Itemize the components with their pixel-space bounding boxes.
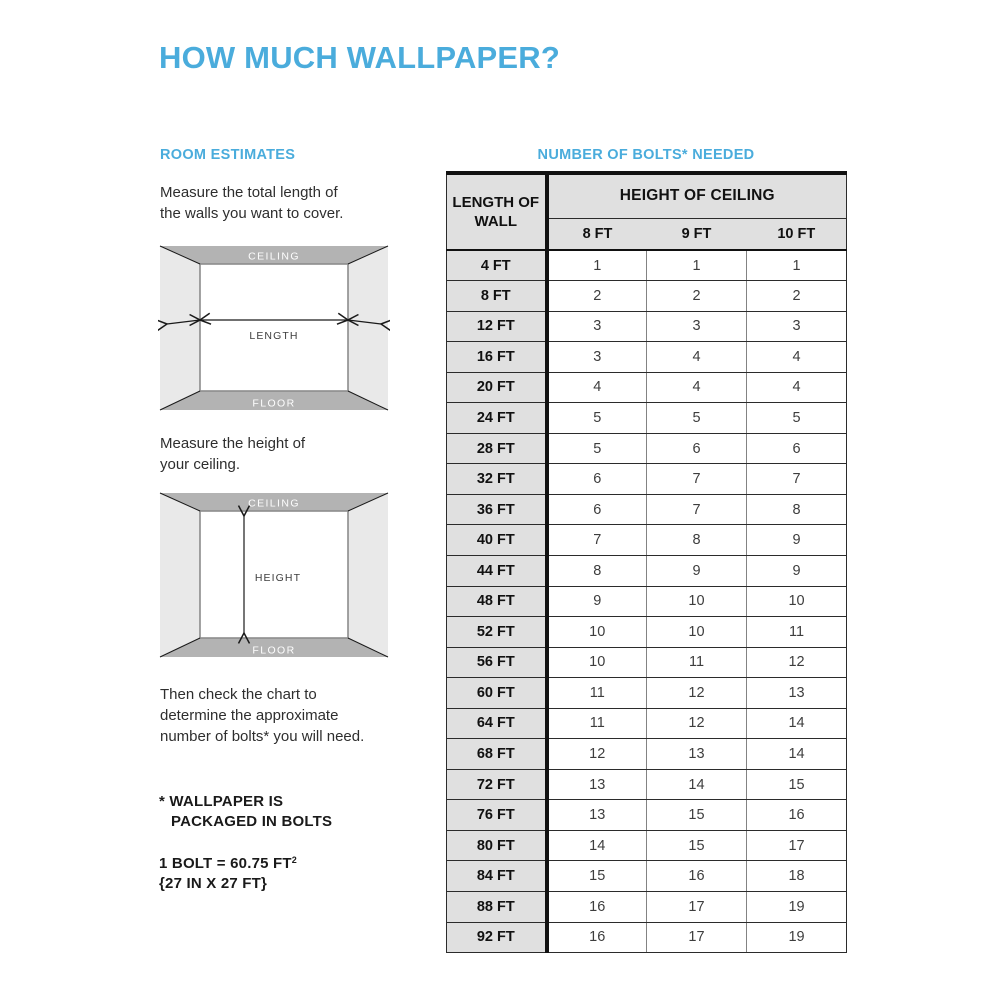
table-row — [447, 342, 847, 373]
table-row — [447, 494, 847, 525]
step3-line2: determine the approximate — [160, 707, 339, 724]
left-wall-shape — [160, 246, 200, 410]
bolt-count-cell: 13 — [547, 769, 647, 800]
wall-length-cell: 72 FT — [447, 769, 547, 800]
bolt-count-cell: 3 — [747, 311, 847, 342]
bolt-count-cell: 8 — [547, 555, 647, 586]
bolt-count-cell: 15 — [547, 861, 647, 892]
bolt-count-cell: 14 — [647, 769, 747, 800]
bolt-count-cell: 7 — [547, 525, 647, 556]
table-row — [447, 525, 847, 556]
bolt-count-cell: 11 — [747, 617, 847, 648]
bolt-count-cell: 5 — [547, 433, 647, 464]
bolt-count-cell: 1 — [747, 250, 847, 281]
right-wall-shape — [348, 493, 388, 657]
bolt-count-cell: 18 — [747, 861, 847, 892]
bolt-count-cell: 2 — [647, 281, 747, 312]
step1-line1: Measure the total length of — [160, 184, 338, 201]
wall-length-cell: 76 FT — [447, 800, 547, 831]
bolt-count-cell: 12 — [547, 739, 647, 770]
bolt-count-cell: 4 — [547, 372, 647, 403]
table-row — [447, 433, 847, 464]
col-header-9ft: 9 FT — [647, 218, 747, 250]
bolt-count-cell: 12 — [747, 647, 847, 678]
bolt-count-cell: 6 — [547, 464, 647, 495]
bolt-count-cell: 10 — [647, 586, 747, 617]
bolt-count-cell: 5 — [747, 403, 847, 434]
bolt-count-cell: 16 — [647, 861, 747, 892]
wall-length-cell: 12 FT — [447, 311, 547, 342]
bolt-count-cell: 7 — [747, 464, 847, 495]
height-of-ceiling-header: HEIGHT OF CEILING — [547, 173, 847, 218]
bolt-count-cell: 6 — [647, 433, 747, 464]
bolt-count-cell: 6 — [747, 433, 847, 464]
bolt-count-cell: 14 — [547, 830, 647, 861]
step1-text — [160, 182, 450, 224]
bolt-count-cell: 15 — [647, 830, 747, 861]
bolt-count-cell: 12 — [647, 708, 747, 739]
step2-line2: your ceiling. — [160, 456, 241, 473]
col-header-10ft: 10 FT — [747, 218, 847, 250]
table-row — [447, 617, 847, 648]
wall-length-cell: 80 FT — [447, 830, 547, 861]
bolt-count-cell: 19 — [747, 891, 847, 922]
bolt-count-cell: 10 — [547, 617, 647, 648]
wall-length-cell: 36 FT — [447, 494, 547, 525]
wall-length-cell: 28 FT — [447, 433, 547, 464]
length-of-wall-header: LENGTH OF WALL — [447, 173, 547, 250]
bolt-count-cell: 9 — [747, 555, 847, 586]
bolt-count-cell: 16 — [547, 922, 647, 953]
table-row — [447, 922, 847, 953]
wall-length-cell: 48 FT — [447, 586, 547, 617]
table-row — [447, 800, 847, 831]
table-row — [447, 769, 847, 800]
ceiling-label: CEILING — [248, 497, 300, 510]
col-header-8ft: 8 FT — [547, 218, 647, 250]
room-height-diagram — [158, 491, 390, 659]
page-title: HOW MUCH WALLPAPER? — [159, 40, 561, 75]
bolt-count-cell: 11 — [647, 647, 747, 678]
bolt-count-cell: 14 — [747, 739, 847, 770]
table-row — [447, 311, 847, 342]
bolt-count-cell: 9 — [647, 555, 747, 586]
bolt-count-cell: 10 — [647, 617, 747, 648]
bolt-count-cell: 4 — [647, 342, 747, 373]
step2-text — [160, 433, 450, 475]
bolt-count-cell: 17 — [747, 830, 847, 861]
bolt-count-cell: 7 — [647, 494, 747, 525]
floor-label: FLOOR — [252, 397, 296, 410]
step3-line3: number of bolts* you will need. — [160, 728, 365, 745]
bolts-table — [446, 171, 847, 953]
footnote-line1: * WALLPAPER IS — [159, 793, 284, 810]
wall-length-cell: 92 FT — [447, 922, 547, 953]
step1-line2: the walls you want to cover. — [160, 205, 344, 222]
wall-length-cell: 4 FT — [447, 250, 547, 281]
right-wall-shape — [348, 246, 388, 410]
bolt-count-cell: 4 — [647, 372, 747, 403]
bolt-count-cell: 12 — [647, 678, 747, 709]
room-estimates-heading: ROOM ESTIMATES — [160, 147, 296, 163]
bolt-count-cell: 8 — [747, 494, 847, 525]
bolt-count-cell: 4 — [747, 342, 847, 373]
table-row — [447, 586, 847, 617]
ceiling-label: CEILING — [248, 250, 300, 263]
wall-length-cell: 88 FT — [447, 891, 547, 922]
table-row — [447, 708, 847, 739]
footnote-line2: PACKAGED IN BOLTS — [171, 812, 333, 830]
bolt-count-cell: 1 — [647, 250, 747, 281]
bolt-count-cell: 10 — [547, 647, 647, 678]
bolt-count-cell: 17 — [647, 891, 747, 922]
bolt-count-cell: 2 — [547, 281, 647, 312]
wall-length-cell: 64 FT — [447, 708, 547, 739]
bolt-count-cell: 6 — [547, 494, 647, 525]
table-row — [447, 250, 847, 281]
wall-length-cell: 84 FT — [447, 861, 547, 892]
wall-length-cell: 16 FT — [447, 342, 547, 373]
bolt-size-line2: {27 IN X 27 FT} — [159, 875, 268, 892]
height-label: HEIGHT — [254, 572, 302, 584]
bolt-size-note — [159, 850, 297, 894]
bolt-count-cell: 9 — [547, 586, 647, 617]
wall-length-cell: 56 FT — [447, 647, 547, 678]
table-row — [447, 464, 847, 495]
step3-text — [160, 684, 450, 747]
wall-length-cell: 44 FT — [447, 555, 547, 586]
bolt-count-cell: 2 — [747, 281, 847, 312]
wall-length-cell: 40 FT — [447, 525, 547, 556]
bolt-count-cell: 15 — [647, 800, 747, 831]
bolt-count-cell: 16 — [747, 800, 847, 831]
wall-length-cell: 60 FT — [447, 678, 547, 709]
bolt-count-cell: 4 — [747, 372, 847, 403]
bolt-count-cell: 5 — [647, 403, 747, 434]
table-row — [447, 281, 847, 312]
bolt-count-cell: 1 — [547, 250, 647, 281]
bolt-count-cell: 16 — [547, 891, 647, 922]
table-row — [447, 861, 847, 892]
bolts-table-heading: NUMBER OF BOLTS* NEEDED — [537, 147, 755, 163]
bolt-size-line1: 1 BOLT = 60.75 $FT^2$ — [159, 855, 297, 872]
bolt-count-cell: 13 — [547, 800, 647, 831]
table-row — [447, 830, 847, 861]
table-row — [447, 739, 847, 770]
bolt-count-cell: 11 — [547, 678, 647, 709]
squared-superscript: 2 — [291, 855, 297, 865]
room-length-diagram — [158, 244, 390, 412]
bolt-count-cell: 19 — [747, 922, 847, 953]
table-row — [447, 372, 847, 403]
bolt-count-cell: 5 — [547, 403, 647, 434]
table-row — [447, 891, 847, 922]
bolt-count-cell: 15 — [747, 769, 847, 800]
step2-line1: Measure the height of — [160, 435, 306, 452]
length-label: LENGTH — [249, 330, 299, 342]
wall-length-cell: 24 FT — [447, 403, 547, 434]
table-row — [447, 403, 847, 434]
bolt-count-cell: 17 — [647, 922, 747, 953]
bolt-count-cell: 9 — [747, 525, 847, 556]
step3-line1: Then check the chart to — [160, 686, 317, 703]
wall-length-cell: 68 FT — [447, 739, 547, 770]
wall-length-cell: 8 FT — [447, 281, 547, 312]
floor-label: FLOOR — [252, 644, 296, 657]
wall-length-cell: 32 FT — [447, 464, 547, 495]
bolt-count-cell: 13 — [747, 678, 847, 709]
bolts-table-body — [447, 250, 847, 953]
bolt-count-cell: 13 — [647, 739, 747, 770]
table-row — [447, 555, 847, 586]
bolt-count-cell: 11 — [547, 708, 647, 739]
wall-length-cell: 20 FT — [447, 372, 547, 403]
left-wall-shape — [160, 493, 200, 657]
table-row — [447, 678, 847, 709]
bolts-footnote — [159, 792, 332, 831]
bolt-count-cell: 10 — [747, 586, 847, 617]
bolt-count-cell: 3 — [547, 311, 647, 342]
bolt-count-cell: 8 — [647, 525, 747, 556]
bolt-count-cell: 3 — [547, 342, 647, 373]
bolt-count-cell: 14 — [747, 708, 847, 739]
bolt-count-cell: 3 — [647, 311, 747, 342]
bolt-count-cell: 7 — [647, 464, 747, 495]
table-row — [447, 647, 847, 678]
wall-length-cell: 52 FT — [447, 617, 547, 648]
back-wall-shape — [200, 264, 348, 391]
